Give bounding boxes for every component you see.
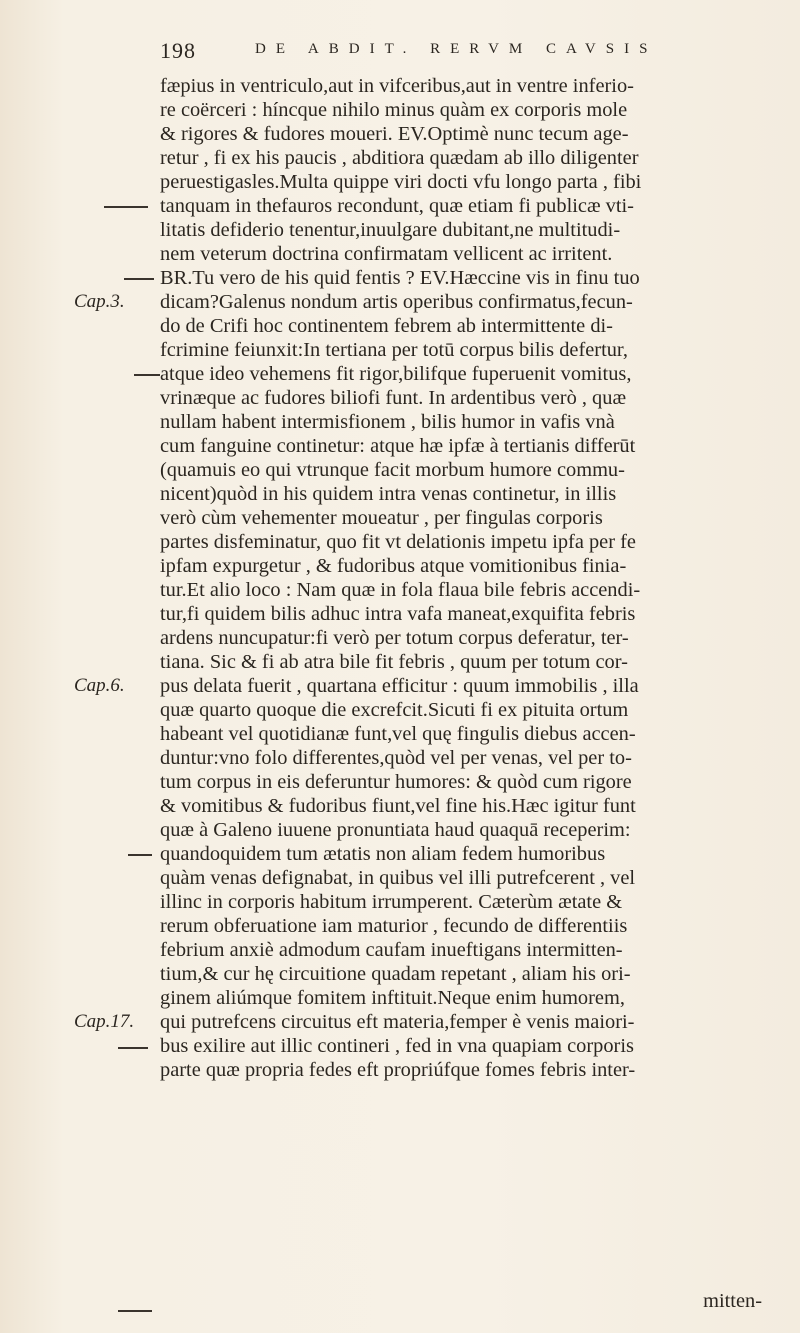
text-line: tur,fi quidem bilis adhuc intra vafa maneat,exquifita febris	[160, 603, 636, 625]
text-line: pus delata fuerit , quartana efficitur : quum immobilis , illa	[160, 675, 639, 697]
margin-dash	[118, 1047, 148, 1049]
body-text	[160, 74, 800, 1106]
text-line: quandoquidem tum ætatis non aliam fedem humoribus	[160, 843, 606, 865]
text-line: ginem aliúmque fomitem inftituit.Neque enim humorem,	[160, 987, 625, 1009]
margin-note-cap-3: Cap.3.	[74, 291, 125, 312]
text-line: dicam?Galenus nondum artis operibus confirmatus,fecun-	[160, 291, 633, 313]
catchword: mitten-	[703, 1290, 762, 1312]
page-header	[160, 38, 780, 72]
text-line: bus exilire aut illic contineri , fed in vna quapiam corporis	[160, 1035, 634, 1057]
text-line: duntur:vno folo differentes,quòd vel per venas, vel per to-	[160, 747, 632, 769]
text-line: ardens nuncupatur:fi verò per totum corpus deferatur, ter-	[160, 627, 629, 649]
text-line: fcrimine feiunxit:In tertiana per totū corpus bilis defertur,	[160, 339, 629, 361]
text-line: fæpius in ventriculo,aut in vifceribus,aut in ventre inferio-	[160, 75, 634, 97]
margin-dash	[128, 854, 152, 856]
text-line	[160, 1082, 800, 1106]
text-line: tium,& cur hę circuitione quadam repetant , aliam his ori-	[160, 963, 631, 985]
text-line: quàm venas defignabat, in quibus vel illi putrefcerent , vel	[160, 867, 636, 889]
margin-dash	[104, 206, 148, 208]
text-line: quæ à Galeno iuuene pronuntiata haud quaquā receperim:	[160, 819, 631, 841]
text-line: partes disfeminatur, quo fit vt delationis impetu ipfa per fe	[160, 531, 636, 553]
text-line: tiana. Sic & fi ab atra bile fit febris , quum per totum cor-	[160, 651, 628, 673]
text-line: & rigores & fudores moueri. EV.Optimè nunc tecum age-	[160, 123, 629, 145]
page-number: 198	[160, 38, 196, 63]
margin-dash	[118, 1310, 152, 1312]
text-line: verò cùm vehementer moueatur , per fingulas corporis	[160, 507, 603, 529]
text-line: BR.Tu vero de his quid fentis ? EV.Hæccine vis in finu tuo	[160, 267, 640, 289]
text-line: atque ideo vehemens fit rigor,bilifque fuperuenit vomitus,	[160, 363, 632, 385]
text-line: tur.Et alio loco : Nam quæ in fola flaua bile febris accendi-	[160, 579, 641, 601]
text-line: nem veterum doctrina confirmatam vellicent ac irritent.	[160, 243, 613, 265]
text-line: qui putrefcens circuitus eft materia,femper è venis maiori-	[160, 1011, 635, 1033]
text-line: re coërceri : híncque nihilo minus quàm ex corporis mole	[160, 99, 628, 121]
text-line: nicent)quòd in his quidem intra venas continetur, in illis	[160, 483, 617, 505]
text-line: febrium anxiè admodum caufam inueftigans intermitten-	[160, 939, 623, 961]
text-line: rerum obferuatione iam maturior , fecundo de differentiis	[160, 915, 628, 937]
text-line: & vomitibus & fudoribus fiunt,vel fine his.Hæc igitur funt	[160, 795, 636, 817]
text-line: ipfam expurgetur , & fudoribus atque vomitionibus finia-	[160, 555, 627, 577]
text-line: tanquam in thefauros recondunt, quæ etiam fi publicæ vti-	[160, 195, 634, 217]
margin-dash	[124, 278, 154, 280]
text-line: (quamuis eo qui vtrunque facit morbum humore commu-	[160, 459, 625, 481]
text-line: illinc in corporis habitum irrumperent. Cæterùm ætate &	[160, 891, 623, 913]
text-line: do de Crifi hoc continentem febrem ab intermittente di-	[160, 315, 613, 337]
text-line: tum corpus in eis deferuntur humores: & quòd cum rigore	[160, 771, 632, 793]
text-line: parte quæ propria fedes eft propriúfque fomes febris inter-	[160, 1059, 636, 1081]
margin-note-cap-17: Cap.17.	[74, 1011, 135, 1032]
text-line: litatis defiderio tenentur,inuulgare dubitant,ne multitudi-	[160, 219, 621, 241]
margin-note-cap-6: Cap.6.	[74, 675, 125, 696]
margin-dash	[134, 374, 160, 376]
text-line: quæ quarto quoque die excrefcit.Sicuti fi ex pituita ortum	[160, 699, 629, 721]
text-line: peruestigasles.Multa quippe viri docti vfu longo parta , fibi	[160, 171, 642, 193]
running-head: DE ABDIT. RERVM CAVSIS	[255, 41, 658, 57]
text-line: cum fanguine continetur: atque hæ ipfæ à tertianis differūt	[160, 435, 636, 457]
text-line: retur , fi ex his paucis , abditiora quædam ab illo diligenter	[160, 147, 639, 169]
text-line: nullam habent intermisfionem , bilis humor in vafis vnà	[160, 411, 615, 433]
text-line: habeant vel quotidianæ funt,vel quę fingulis diebus accen-	[160, 723, 636, 745]
text-line: vrinæque ac fudores biliofi funt. In ardentibus verò , quæ	[160, 387, 627, 409]
